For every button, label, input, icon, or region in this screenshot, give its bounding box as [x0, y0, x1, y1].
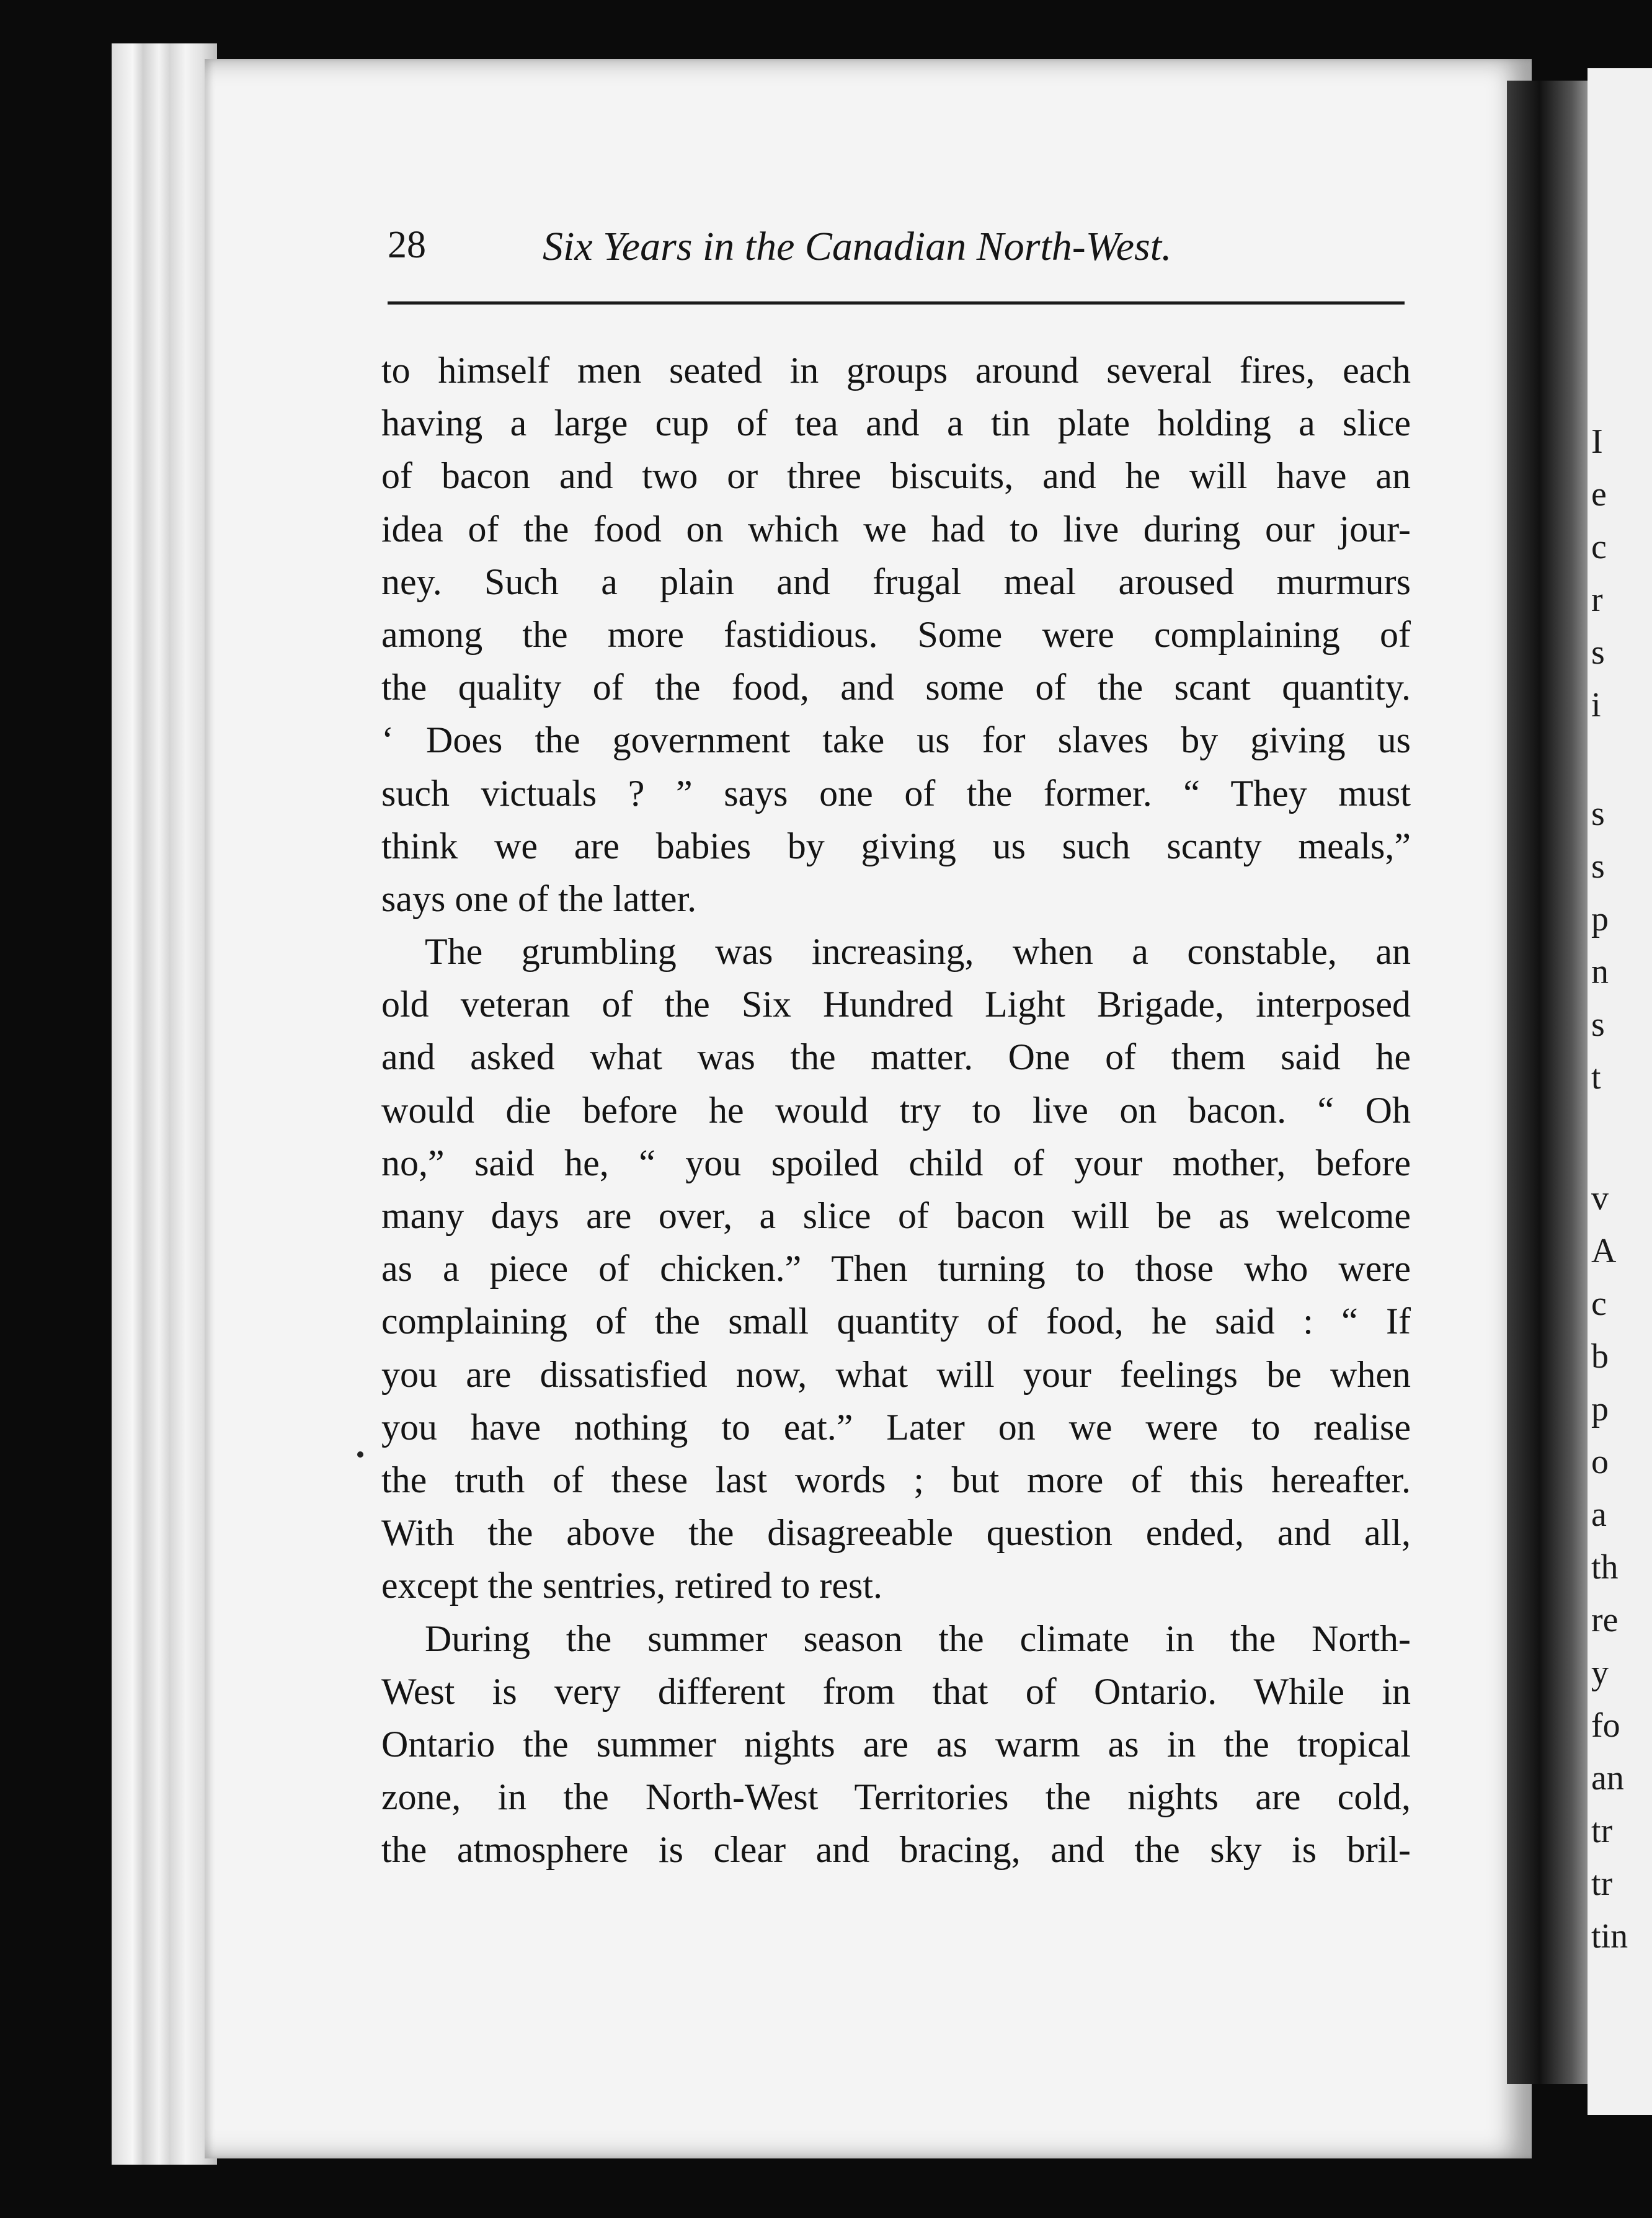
facing-page-letter: tin [1591, 1917, 1628, 1956]
text-line: idea of the food on which we had to live during our jour- [381, 508, 1411, 550]
facing-page-letter: p [1591, 1390, 1609, 1428]
book-page-edges [112, 43, 217, 2165]
facing-page-letter: c [1591, 1285, 1607, 1323]
text-line: ‘ Does the government take us for slaves by giving us [381, 719, 1411, 761]
body-text [381, 344, 1411, 1876]
facing-page-letter: tr [1591, 1864, 1613, 1903]
text-line: of bacon and two or three biscuits, and he will have an [381, 455, 1411, 497]
margin-speck [357, 1451, 363, 1458]
page-header [388, 223, 1408, 285]
text-line: says one of the latter. [381, 878, 697, 919]
text-line: no,” said he, “ you spoiled child of your mother, before [381, 1142, 1411, 1183]
facing-page-fragment [1588, 68, 1652, 2115]
facing-page-letter: A [1591, 1232, 1617, 1270]
facing-page-letter: p [1591, 900, 1609, 938]
text-line: as a piece of chicken.” Then turning to those who were [381, 1248, 1411, 1289]
text-line: ney. Such a plain and frugal meal aroused murmurs [381, 561, 1411, 602]
text-line: among the more fastidious. Some were complaining of [381, 613, 1411, 655]
facing-page-letter: b [1591, 1337, 1609, 1376]
book-gutter-shadow [1507, 81, 1600, 2084]
facing-page-letter: o [1591, 1443, 1609, 1481]
text-line: the truth of these last words ; but more of this hereafter. [381, 1459, 1411, 1500]
text-line: zone, in the North-West Territories the nights are cold, [381, 1776, 1411, 1818]
text-line: think we are babies by giving us such scanty meals,” [381, 825, 1411, 866]
text-line: and asked what was the matter. One of them said he [381, 1036, 1411, 1078]
facing-page-letter: fo [1591, 1706, 1620, 1745]
text-line: The grumbling was increasing, when a constable, an [425, 931, 1411, 973]
facing-page-letter: c [1591, 528, 1607, 566]
facing-page-letter: I [1591, 422, 1603, 461]
text-line: the atmosphere is clear and bracing, and the sky is bril- [381, 1829, 1411, 1871]
facing-page-letter: e [1591, 475, 1607, 514]
text-line: complaining of the small quantity of food, he said : “ If [381, 1301, 1411, 1342]
text-line: Ontario the summer nights are as warm as in the tropical [381, 1723, 1411, 1765]
text-line: to himself men seated in groups around several fires, each [381, 350, 1411, 391]
facing-page-letter: n [1591, 953, 1609, 991]
facing-page-letter: i [1591, 686, 1601, 724]
facing-page-letter: tr [1591, 1812, 1613, 1850]
text-line: During the summer season the climate in the North- [425, 1618, 1411, 1659]
facing-page-letter: y [1591, 1654, 1609, 1692]
text-line: having a large cup of tea and a tin plate holding a slice [381, 403, 1411, 444]
header-rule [388, 301, 1405, 305]
text-line: except the sentries, retired to rest. [381, 1565, 883, 1606]
facing-page-letter: s [1591, 847, 1605, 886]
text-line: West is very different from that of Ontario. While in [381, 1670, 1411, 1712]
text-line: With the above the disagreeable question ended, and all, [381, 1512, 1411, 1554]
facing-page-letter: re [1591, 1601, 1619, 1639]
facing-page-letter: s [1591, 1005, 1605, 1044]
page-number: 28 [388, 224, 426, 266]
facing-page-letter: th [1591, 1548, 1619, 1587]
text-line: you have nothing to eat.” Later on we were to realise [381, 1406, 1411, 1448]
facing-page-letter: r [1591, 581, 1603, 619]
facing-page-letter: v [1591, 1179, 1609, 1218]
text-line: you are dissatisfied now, what will your feelings be when [381, 1353, 1411, 1395]
text-line: such victuals ? ” says one of the former. “ They must [381, 772, 1411, 814]
facing-page-letter: t [1591, 1058, 1601, 1097]
running-title: Six Years in the Canadian North-West. [543, 224, 1172, 269]
text-line: the quality of the food, and some of the scant quantity. [381, 667, 1411, 708]
facing-page-letter: s [1591, 795, 1605, 833]
text-line: would die before he would try to live on bacon. “ Oh [381, 1089, 1411, 1131]
facing-page-letter: a [1591, 1495, 1607, 1534]
facing-page-letter: an [1591, 1759, 1624, 1797]
text-line: old veteran of the Six Hundred Light Brigade, interposed [381, 984, 1411, 1025]
text-line: many days are over, a slice of bacon will be as welcome [381, 1195, 1411, 1236]
facing-page-letter: s [1591, 633, 1605, 672]
